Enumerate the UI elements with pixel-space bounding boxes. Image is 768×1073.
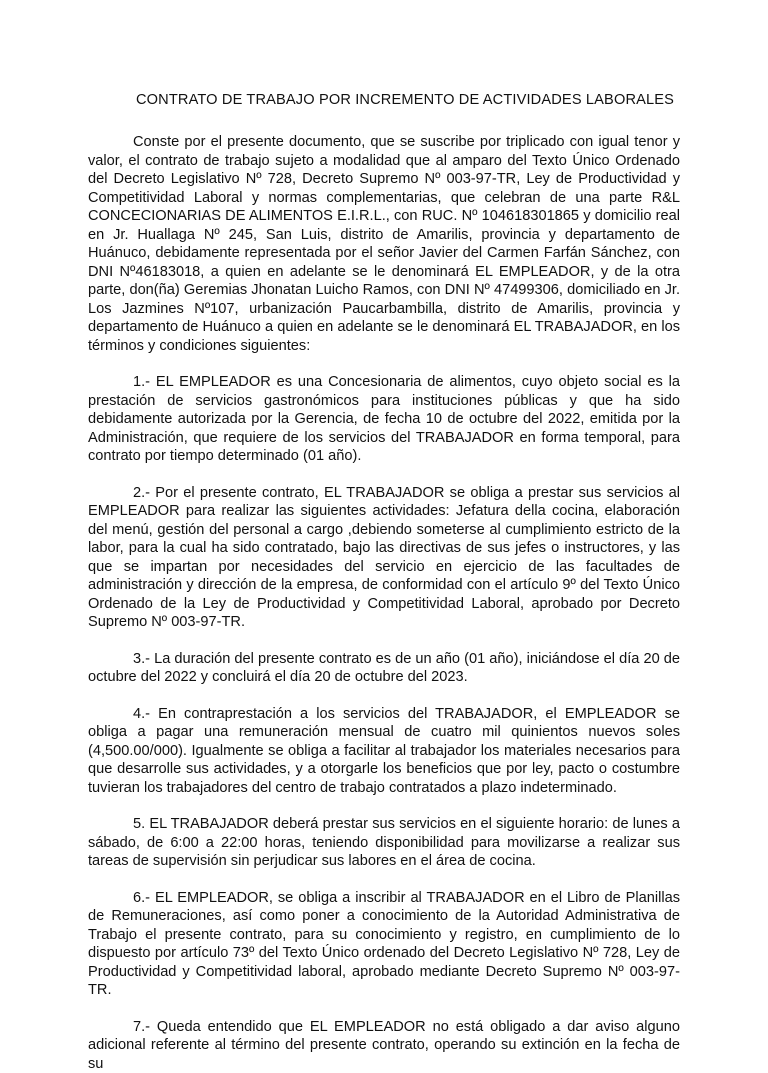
paragraph-clause-3: 3.- La duración del presente contrato es de un año (01 año), iniciándose el día 20 de octubre del 2022 y concluirá el día 20 de octubre del 2023. [88, 650, 680, 687]
paragraph-intro: Conste por el presente documento, que se suscribe por triplicado con igual tenor y valor, el contrato de trabajo sujeto a modalidad que al amparo del Texto Único Ordenado del Decreto Legislativo Nº 728, Decreto Supremo Nº 003-97-TR, Ley de Productividad y Competitividad Laboral y normas complementarias, que celebran de una parte R&L CONCECIONARIAS DE ALIMENTOS E.I.R.L., con RUC. Nº 104618301865 y domicilio real en Jr. Huallaga Nº 245, San Luis, distrito de Amarilis, provincia y departamento de Huánuco, debidamente representada por el señor Javier del Carmen Farfán Sánchez, con DNI Nº46183018, a quien en adelante se le denominará EL EMPLEADOR, y de la otra parte, don(ña) Geremias Jhonatan Luicho Ramos, con DNI Nº 47499306, domiciliado en Jr. Los Jazmines Nº107, urbanización Paucarbambilla, distrito de Amarilis, provincia y departamento de Huánuco a quien en adelante se le denominará EL TRABAJADOR, en los términos y condiciones siguientes: [88, 133, 680, 355]
paragraph-clause-1: 1.- EL EMPLEADOR es una Concesionaria de alimentos, cuyo objeto social es la prestación de servicios gastronómicos para instituciones públicas y que ha sido debidamente autorizada por la Gerencia, de fecha 10 de octubre del 2022, emitida por la Administración, que requiere de los servicios del TRABAJADOR en forma temporal, para contrato por tiempo determinado (01 año). [88, 373, 680, 466]
document-body [88, 133, 680, 1073]
paragraph-clause-4: 4.- En contraprestación a los servicios del TRABAJADOR, el EMPLEADOR se obliga a pagar una remuneración mensual de cuatro mil quinientos nuevos soles (4,500.00/000). Igualmente se obliga a facilitar al trabajador los materiales necesarios para que desarrolle sus actividades, y a otorgarle los beneficios que por ley, pacto o costumbre tuvieran los trabajadores del centro de trabajo contratados a plazo indeterminado. [88, 705, 680, 798]
paragraph-clause-5: 5. EL TRABAJADOR deberá prestar sus servicios en el siguiente horario: de lunes a sábado, de 6:00 a 22:00 horas, teniendo disponibilidad para movilizarse a realizar sus tareas de supervisión sin perjudicar sus labores en el área de cocina. [88, 815, 680, 871]
document-title: CONTRATO DE TRABAJO POR INCREMENTO DE ACTIVIDADES LABORALES [0, 91, 768, 110]
paragraph-clause-7: 7.- Queda entendido que EL EMPLEADOR no está obligado a dar aviso alguno adicional referente al término del presente contrato, operando su extinción en la fecha de su [88, 1018, 680, 1073]
paragraph-clause-2: 2.- Por el presente contrato, EL TRABAJADOR se obliga a prestar sus servicios al EMPLEADOR para realizar las siguientes actividades: Jefatura della cocina, elaboración del menú, gestión del personal a cargo ,debiendo someterse al cumplimiento estricto de la labor, para la cual ha sido contratado, bajo las directivas de sus jefes o instructores, y las que se impartan por necesidades del servicio en ejercicio de las facultades de administración y dirección de la empresa, de conformidad con el artículo 9º del Texto Único Ordenado de la Ley de Productividad y Competitividad Laboral, aprobado por Decreto Supremo Nº 003-97-TR. [88, 484, 680, 632]
paragraph-clause-6: 6.- EL EMPLEADOR, se obliga a inscribir al TRABAJADOR en el Libro de Planillas de Remuneraciones, así como poner a conocimiento de la Autoridad Administrativa de Trabajo el presente contrato, para su conocimiento y registro, en cumplimiento de lo dispuesto por artículo 73º del Texto Único ordenado del Decreto Legislativo Nº 728, Ley de Productividad y Competitividad laboral, aprobado mediante Decreto Supremo Nº 003-97-TR. [88, 889, 680, 1000]
